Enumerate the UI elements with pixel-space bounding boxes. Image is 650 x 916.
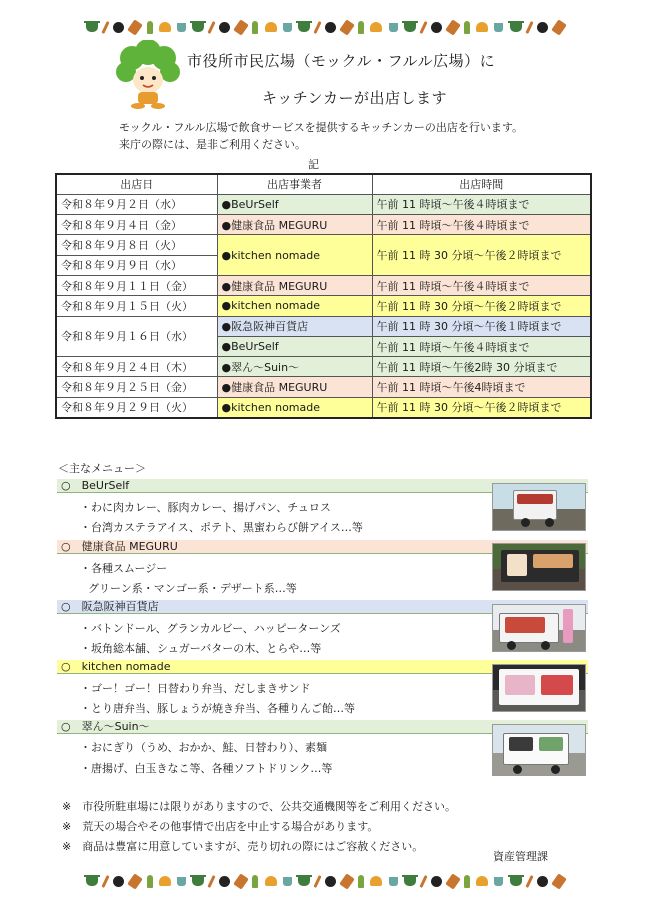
date-cell: 令和８年９月２９日（火） — [56, 397, 217, 417]
note-parking: ※ 市役所駐車場には限りがありますので、公共交通機関等をご利用ください。 — [62, 800, 456, 813]
table-row — [56, 397, 591, 417]
time-cell: 午前 11 時頃～午後４時頃まで — [372, 215, 591, 235]
table-row — [56, 377, 591, 397]
bottle-icon — [147, 875, 153, 888]
menu-item-line: ・台湾カステラアイス、ポテト、黒蜜わらび餅アイス…等 — [80, 521, 363, 534]
spoon-icon — [102, 874, 110, 887]
menu-vendor-bar-hankyu: ○ 阪急阪神百貨店 — [57, 600, 588, 614]
table-header-row — [56, 174, 591, 194]
date-cell: 令和８年９月４日（金） — [56, 215, 217, 235]
menu-vendor-bar-meguru: ○ 健康食品 MEGURU — [57, 540, 588, 554]
food-truck-photo-nomade — [492, 664, 586, 712]
vendor-cell: ●翠ん～Suin～ — [217, 357, 372, 377]
cutting-board-icon — [128, 873, 144, 889]
frying-pan-icon — [537, 22, 548, 33]
menu-item-line: ・バトンドール、グランカルビー、ハッピーターンズ — [80, 622, 341, 635]
cup-icon — [494, 877, 503, 886]
bottle-icon — [147, 21, 153, 34]
kettle-icon — [370, 22, 382, 32]
pot-icon — [510, 23, 522, 32]
menu-vendor-bar-beurself: ○ BeUrSelf — [57, 479, 588, 493]
kettle-icon — [476, 876, 488, 886]
column-header-vendor: 出店事業者 — [217, 174, 372, 194]
cup-icon — [283, 23, 292, 32]
mascot-icon — [112, 40, 184, 110]
cutting-board-icon — [551, 873, 567, 889]
bottle-icon — [464, 21, 470, 34]
kettle-icon — [476, 22, 488, 32]
pot-icon — [86, 877, 98, 886]
menu-vendor-bar-suin: ○ 翠ん～Suin～ — [57, 720, 588, 734]
bottle-icon — [358, 875, 364, 888]
bottle-icon — [252, 875, 258, 888]
time-cell: 午前 11 時頃～午後４時頃まで — [372, 275, 591, 295]
menu-item-line: ・ゴー！ゴー！日替わり弁当、だしまきサンド — [80, 682, 311, 695]
cutting-board-icon — [339, 19, 355, 35]
frying-pan-icon — [325, 22, 336, 33]
cutting-board-icon — [128, 19, 144, 35]
date-cell: 令和８年９月９日（水） — [56, 255, 217, 275]
cutting-board-icon — [339, 873, 355, 889]
kettle-icon — [265, 876, 277, 886]
schedule-table — [55, 173, 592, 419]
spoon-icon — [419, 874, 427, 887]
date-cell: 令和８年９月２４日（木） — [56, 357, 217, 377]
spoon-icon — [525, 874, 533, 887]
bottle-icon — [358, 21, 364, 34]
menu-item-line: ・わに肉カレー、豚肉カレー、揚げパン、チュロス — [80, 501, 331, 514]
table-row — [56, 275, 591, 295]
spoon-icon — [207, 20, 215, 33]
vendor-cell: ●kitchen nomade — [217, 397, 372, 417]
frying-pan-icon — [113, 876, 124, 887]
cutting-board-icon — [445, 873, 461, 889]
cup-icon — [177, 23, 186, 32]
cup-icon — [494, 23, 503, 32]
pot-icon — [192, 877, 204, 886]
schedule-table-body — [56, 174, 591, 418]
pot-icon — [298, 23, 310, 32]
table-row — [56, 296, 591, 316]
spoon-icon — [313, 874, 321, 887]
frying-pan-icon — [431, 22, 442, 33]
pot-icon — [510, 877, 522, 886]
time-cell: 午前 11 時 30 分頃～午後２時頃まで — [372, 397, 591, 417]
food-truck-photo-hankyu — [492, 604, 586, 652]
top-kitchenware-border — [86, 18, 564, 36]
food-truck-photo-meguru — [492, 543, 586, 591]
date-cell: 令和８年９月１１日（金） — [56, 275, 217, 295]
cutting-board-icon — [551, 19, 567, 35]
date-cell: 令和８年９月２日（水） — [56, 194, 217, 214]
table-row — [56, 357, 591, 377]
menu-item-line: ・唐揚げ、白玉きなこ等、各種ソフトドリンク…等 — [80, 762, 333, 775]
time-cell: 午前 11 時頃～午後2時 30 分頃まで — [372, 357, 591, 377]
vendor-cell: ●健康食品 MEGURU — [217, 377, 372, 397]
menu-vendor-bar-nomade: ○ kitchen nomade — [57, 660, 588, 674]
frying-pan-icon — [537, 876, 548, 887]
vendor-cell: ●健康食品 MEGURU — [217, 275, 372, 295]
kettle-icon — [159, 876, 171, 886]
cutting-board-icon — [233, 873, 249, 889]
menu-heading: ＜主なメニュー＞ — [58, 462, 146, 475]
cutting-board-icon — [445, 19, 461, 35]
vendor-cell: ●BeUrSelf — [217, 194, 372, 214]
table-row — [56, 235, 591, 255]
page-title-line1: 市役所市民広場（モックル・フルル広場）に — [187, 52, 496, 70]
date-cell: 令和８年９月１５日（火） — [56, 296, 217, 316]
menu-item-line: ・おにぎり（うめ、おかか、鮭、日替わり）、素麺 — [80, 741, 328, 754]
menu-item-line: ・坂角総本舗、シュガーバターの木、とらや…等 — [80, 642, 322, 655]
cup-icon — [389, 877, 398, 886]
pot-icon — [404, 23, 416, 32]
spoon-icon — [207, 874, 215, 887]
frying-pan-icon — [219, 22, 230, 33]
department-name: 資産管理課 — [493, 850, 548, 863]
bottom-kitchenware-border — [86, 872, 564, 890]
table-row — [56, 215, 591, 235]
intro-text-line1: モックル・フルル広場で飲食サービスを提供するキッチンカーの出店を行います。 — [119, 121, 523, 134]
date-cell: 令和８年９月１６日（水） — [56, 316, 217, 357]
frying-pan-icon — [219, 876, 230, 887]
vendor-cell: ●BeUrSelf — [217, 336, 372, 356]
time-cell: 午前 11 時頃～午後４時頃まで — [372, 194, 591, 214]
spoon-icon — [525, 20, 533, 33]
date-cell: 令和８年９月８日（火） — [56, 235, 217, 255]
cutting-board-icon — [233, 19, 249, 35]
pot-icon — [86, 23, 98, 32]
time-cell: 午前 11 時頃～午後４時頃まで — [372, 336, 591, 356]
vendor-cell: ●kitchen nomade — [217, 235, 372, 276]
column-header-time: 出店時間 — [372, 174, 591, 194]
cup-icon — [389, 23, 398, 32]
time-cell: 午前 11 時 30 分頃～午後１時頃まで — [372, 316, 591, 336]
spoon-icon — [102, 20, 110, 33]
table-row — [56, 194, 591, 214]
pot-icon — [404, 877, 416, 886]
pot-icon — [298, 877, 310, 886]
vendor-cell: ●阪急阪神百貨店 — [217, 316, 372, 336]
ki-label: 記 — [308, 158, 319, 171]
time-cell: 午前 11 時頃～午後4時頃まで — [372, 377, 591, 397]
frying-pan-icon — [113, 22, 124, 33]
menu-item-line: ・とり唐弁当、豚しょうが焼き弁当、各種りんご飴…等 — [80, 702, 355, 715]
frying-pan-icon — [431, 876, 442, 887]
column-header-date: 出店日 — [56, 174, 217, 194]
note-soldout: ※ 商品は豊富に用意していますが、売り切れの際にはご容赦ください。 — [62, 840, 424, 853]
date-cell: 令和８年９月２５日（金） — [56, 377, 217, 397]
kettle-icon — [265, 22, 277, 32]
menu-item-line: ・各種スムージー — [80, 562, 168, 575]
menu-item-line: グリーン系・マンゴー系・デザート系…等 — [88, 582, 297, 595]
frying-pan-icon — [325, 876, 336, 887]
kettle-icon — [159, 22, 171, 32]
note-weather: ※ 荒天の場合やその他事情で出店を中止する場合があります。 — [62, 820, 379, 833]
bottle-icon — [464, 875, 470, 888]
food-truck-photo-beurself — [492, 483, 586, 531]
spoon-icon — [419, 20, 427, 33]
intro-text-line2: 来庁の際には、是非ご利用ください。 — [119, 138, 306, 151]
food-truck-photo-suin — [492, 724, 586, 776]
vendor-cell: ●kitchen nomade — [217, 296, 372, 316]
pot-icon — [192, 23, 204, 32]
bottle-icon — [252, 21, 258, 34]
page-title-line2: キッチンカーが出店します — [262, 89, 447, 107]
kettle-icon — [370, 876, 382, 886]
time-cell: 午前 11 時 30 分頃～午後２時頃まで — [372, 235, 591, 276]
cup-icon — [177, 877, 186, 886]
spoon-icon — [313, 20, 321, 33]
time-cell: 午前 11 時 30 分頃～午後２時頃まで — [372, 296, 591, 316]
vendor-cell: ●健康食品 MEGURU — [217, 215, 372, 235]
table-row — [56, 316, 591, 336]
cup-icon — [283, 877, 292, 886]
